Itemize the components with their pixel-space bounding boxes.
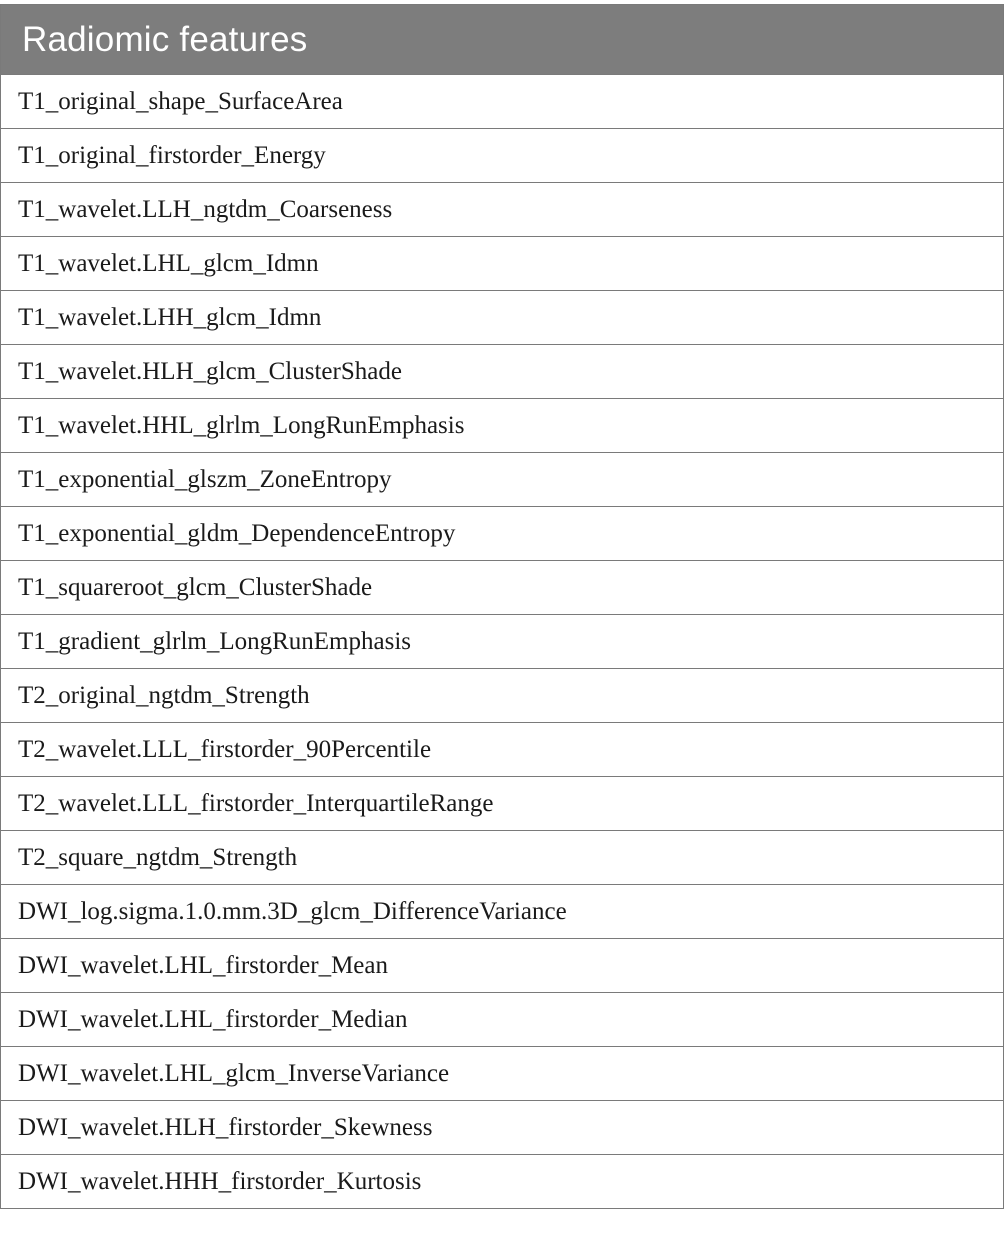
feature-cell: T2_square_ngtdm_Strength — [1, 831, 1004, 885]
table-row — [1, 831, 1004, 885]
feature-cell: T1_exponential_glszm_ZoneEntropy — [1, 453, 1004, 507]
feature-cell: T1_wavelet.HHL_glrlm_LongRunEmphasis — [1, 399, 1004, 453]
table-row — [1, 507, 1004, 561]
table-header — [1, 5, 1004, 75]
table-row — [1, 453, 1004, 507]
table-row — [1, 669, 1004, 723]
table-row — [1, 1101, 1004, 1155]
feature-cell: T1_original_firstorder_Energy — [1, 129, 1004, 183]
feature-cell: T1_wavelet.LLH_ngtdm_Coarseness — [1, 183, 1004, 237]
table-row — [1, 1047, 1004, 1101]
feature-cell: DWI_log.sigma.1.0.mm.3D_glcm_DifferenceVariance — [1, 885, 1004, 939]
table-row — [1, 561, 1004, 615]
feature-cell: T1_wavelet.HLH_glcm_ClusterShade — [1, 345, 1004, 399]
feature-cell: T1_gradient_glrlm_LongRunEmphasis — [1, 615, 1004, 669]
radiomic-features-table-container — [0, 4, 1004, 1209]
table-body — [1, 75, 1004, 1209]
table-row — [1, 237, 1004, 291]
feature-cell: T1_exponential_gldm_DependenceEntropy — [1, 507, 1004, 561]
table-row — [1, 75, 1004, 129]
table-row — [1, 1155, 1004, 1209]
table-row — [1, 777, 1004, 831]
feature-cell: DWI_wavelet.HHH_firstorder_Kurtosis — [1, 1155, 1004, 1209]
feature-cell: T2_wavelet.LLL_firstorder_InterquartileRange — [1, 777, 1004, 831]
table-row — [1, 885, 1004, 939]
table-row — [1, 399, 1004, 453]
feature-cell: DWI_wavelet.LHL_glcm_InverseVariance — [1, 1047, 1004, 1101]
table-row — [1, 723, 1004, 777]
feature-cell: T1_wavelet.LHL_glcm_Idmn — [1, 237, 1004, 291]
header-row — [1, 5, 1004, 75]
header-cell-radiomic-features: Radiomic features — [1, 5, 1004, 75]
feature-cell: T1_wavelet.LHH_glcm_Idmn — [1, 291, 1004, 345]
feature-cell: DWI_wavelet.HLH_firstorder_Skewness — [1, 1101, 1004, 1155]
table-row — [1, 939, 1004, 993]
table-row — [1, 129, 1004, 183]
table-row — [1, 291, 1004, 345]
feature-cell: DWI_wavelet.LHL_firstorder_Mean — [1, 939, 1004, 993]
feature-cell: T1_original_shape_SurfaceArea — [1, 75, 1004, 129]
radiomic-features-table — [0, 4, 1004, 1209]
feature-cell: T2_wavelet.LLL_firstorder_90Percentile — [1, 723, 1004, 777]
feature-cell: DWI_wavelet.LHL_firstorder_Median — [1, 993, 1004, 1047]
table-row — [1, 183, 1004, 237]
table-row — [1, 993, 1004, 1047]
feature-cell: T1_squareroot_glcm_ClusterShade — [1, 561, 1004, 615]
feature-cell: T2_original_ngtdm_Strength — [1, 669, 1004, 723]
table-row — [1, 615, 1004, 669]
table-row — [1, 345, 1004, 399]
